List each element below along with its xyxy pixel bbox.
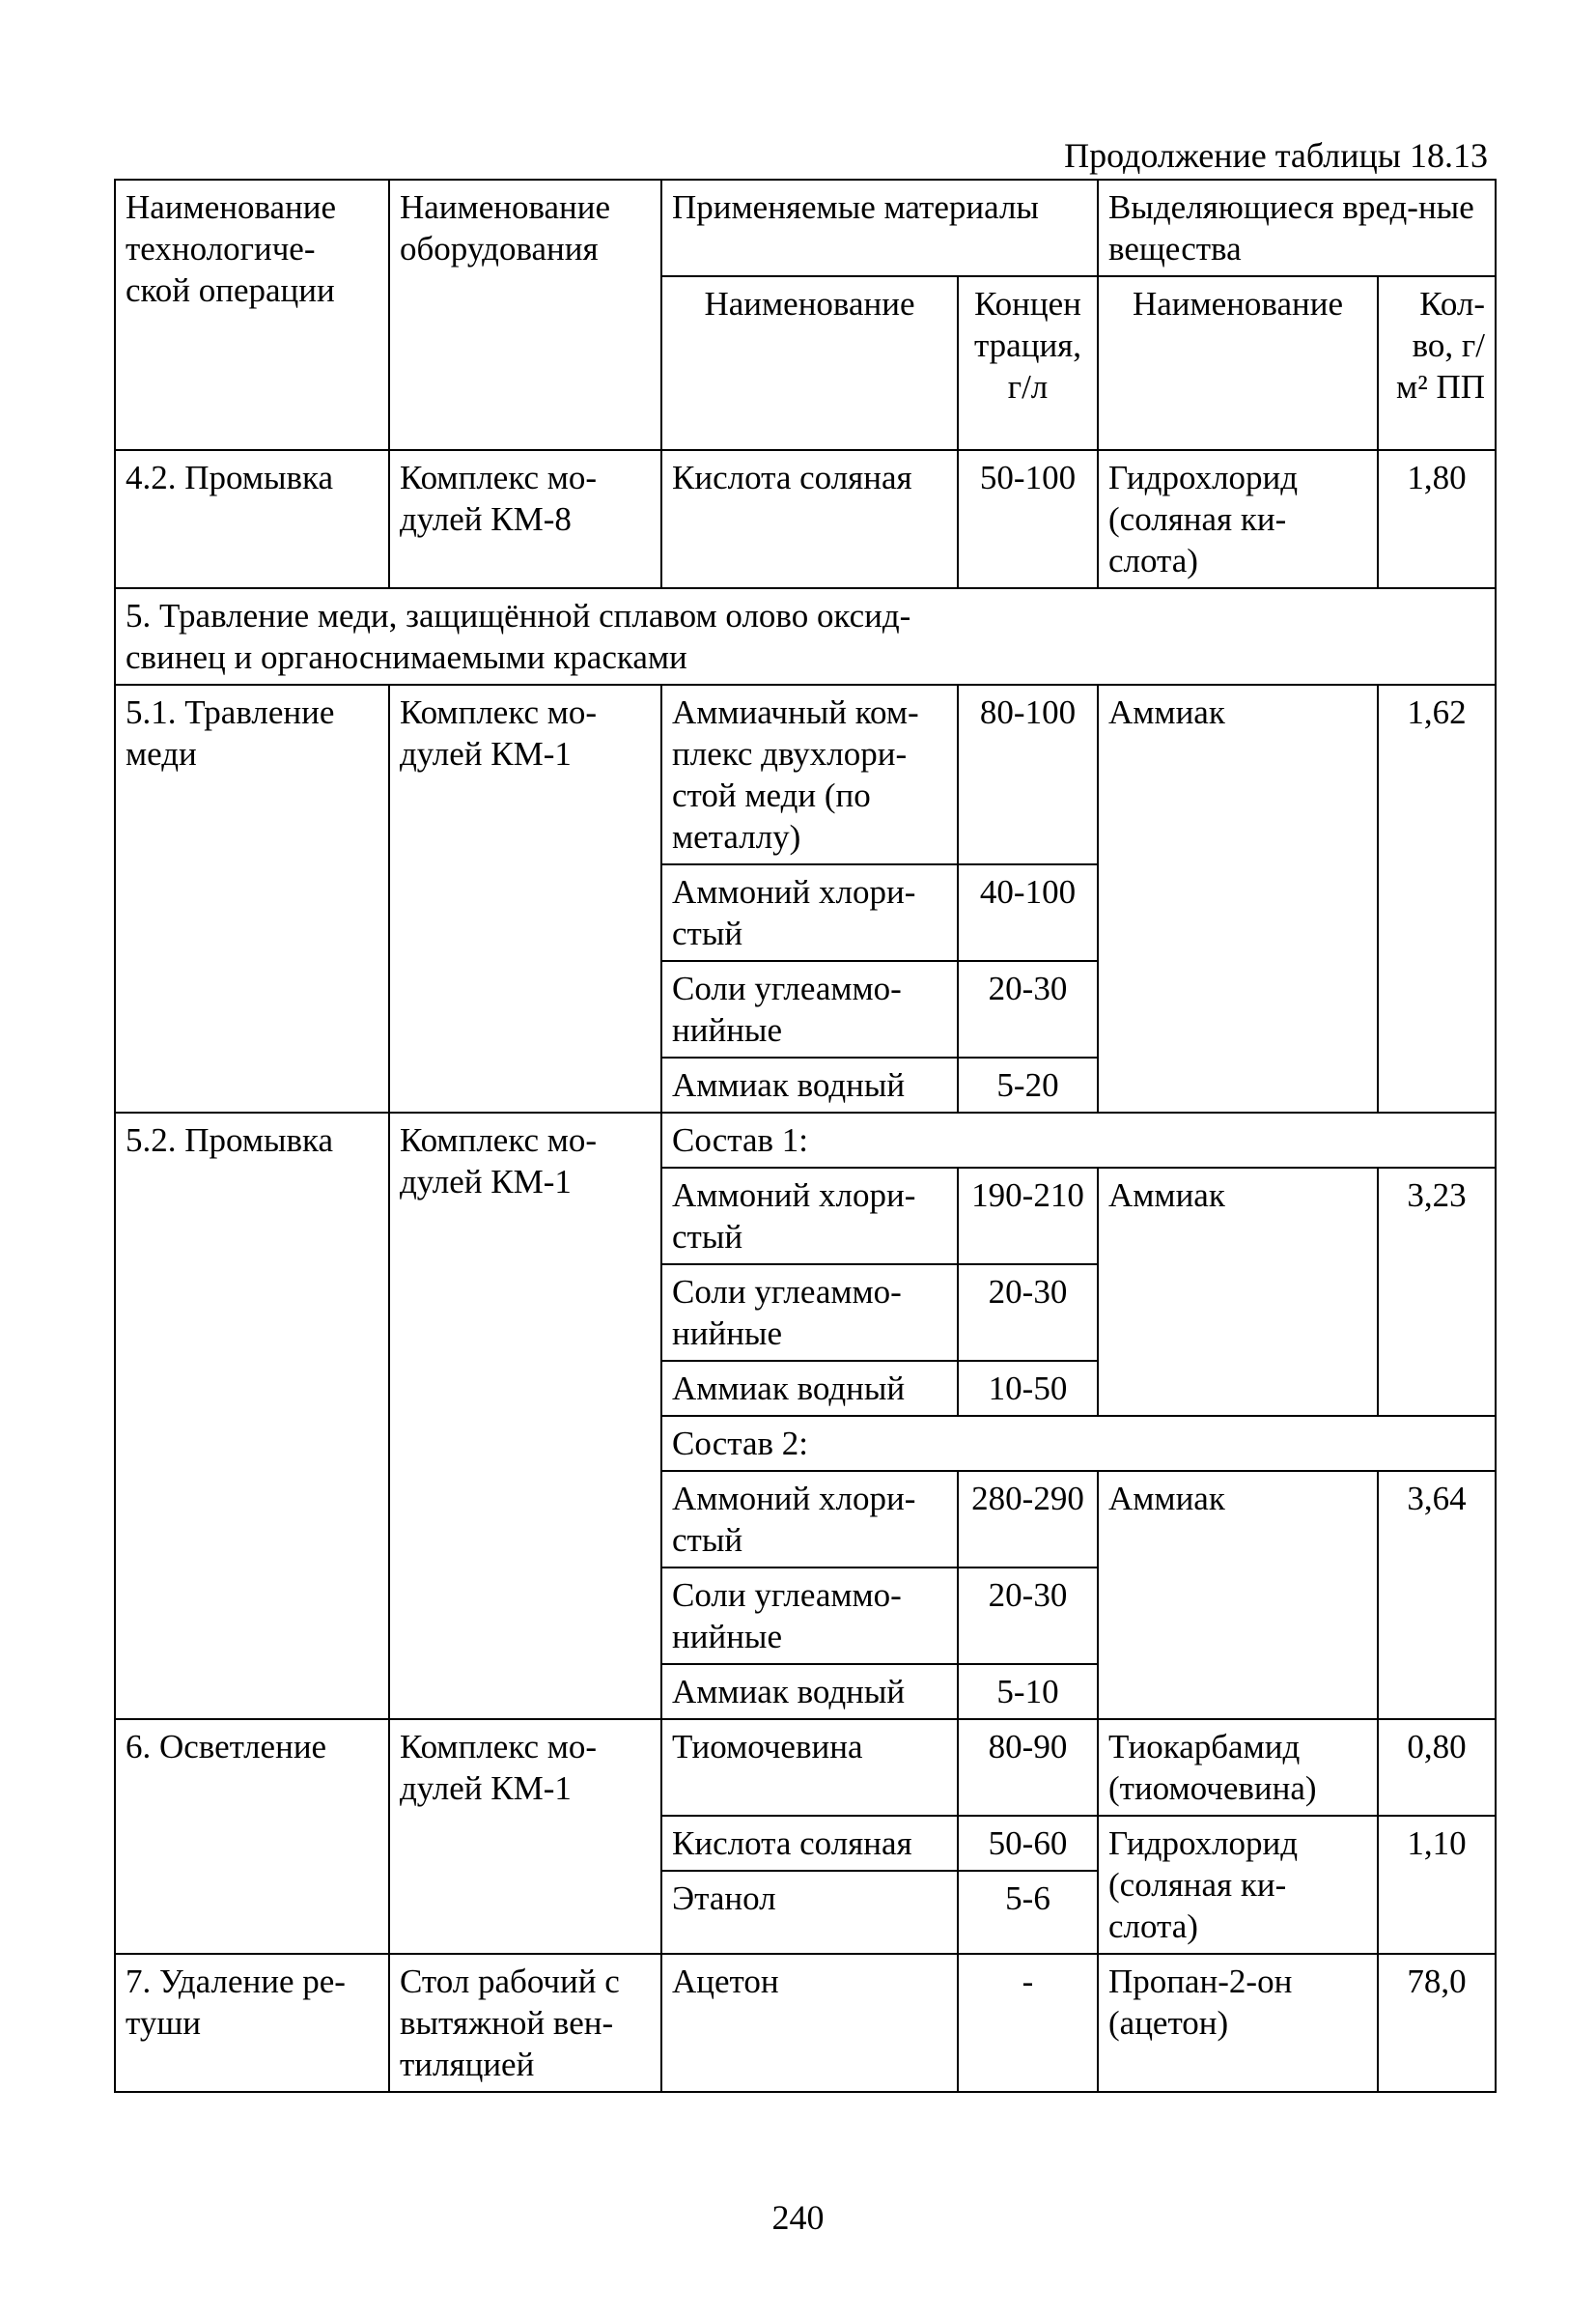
table-caption: Продолжение таблицы 18.13	[1064, 136, 1488, 175]
page-number: 240	[771, 2198, 825, 2237]
header-material-name: Наименование	[661, 276, 958, 450]
concentration-cell: -	[958, 1954, 1098, 2092]
material-cell: Аммоний хлори-стый	[661, 1168, 958, 1264]
concentration-cell: 80-100	[958, 685, 1098, 864]
quantity-cell: 3,23	[1378, 1168, 1496, 1416]
material-cell: Соли углеаммо-нийные	[661, 961, 958, 1058]
table-row	[115, 450, 1496, 588]
quantity-cell: 0,80	[1378, 1719, 1496, 1816]
header-substance-name: Наименование	[1098, 276, 1378, 450]
operation-cell: 5.1. Травление меди	[115, 685, 389, 1113]
header-equipment: Наименование оборудования	[389, 180, 661, 450]
header-materials: Применяемые материалы	[661, 180, 1098, 276]
material-cell: Аммиак водный	[661, 1361, 958, 1416]
operation-cell: 6. Осветление	[115, 1719, 389, 1954]
concentration-cell: 20-30	[958, 1264, 1098, 1361]
operation-cell: 4.2. Промывка	[115, 450, 389, 588]
material-cell: Ацетон	[661, 1954, 958, 2092]
operation-cell: 7. Удаление ре-туши	[115, 1954, 389, 2092]
table-row	[115, 1954, 1496, 2092]
concentration-cell: 50-60	[958, 1816, 1098, 1871]
concentration-cell: 5-6	[958, 1871, 1098, 1954]
equipment-cell: Комплекс мо-дулей КМ-1	[389, 685, 661, 1113]
substance-cell: Пропан-2-он (ацетон)	[1098, 1954, 1378, 2092]
quantity-cell: 1,80	[1378, 450, 1496, 588]
material-cell: Соли углеаммо-нийные	[661, 1568, 958, 1664]
quantity-cell: 78,0	[1378, 1954, 1496, 2092]
concentration-cell: 40-100	[958, 864, 1098, 961]
operation-cell: 5.2. Промывка	[115, 1113, 389, 1719]
substance-cell: Тиокарбамид (тиомочевина)	[1098, 1719, 1378, 1816]
concentration-cell: 5-20	[958, 1058, 1098, 1113]
equipment-cell: Комплекс мо-дулей КМ-1	[389, 1113, 661, 1719]
header-operation: Наименование технологиче-ской операции	[115, 180, 389, 450]
material-cell: Аммоний хлори-стый	[661, 1471, 958, 1568]
material-cell: Аммоний хлори-стый	[661, 864, 958, 961]
material-cell: Этанол	[661, 1871, 958, 1954]
material-cell: Кислота соляная	[661, 450, 958, 588]
header-substances: Выделяющиеся вред-ные вещества	[1098, 180, 1496, 276]
table-row	[115, 685, 1496, 864]
material-cell: Аммиак водный	[661, 1664, 958, 1719]
header-quantity: Кол-во, г/м² ПП	[1378, 276, 1496, 450]
substance-cell: Аммиак	[1098, 1471, 1378, 1719]
table-row	[115, 1719, 1496, 1816]
concentration-cell: 80-90	[958, 1719, 1098, 1816]
quantity-cell: 3,64	[1378, 1471, 1496, 1719]
quantity-cell: 1,10	[1378, 1816, 1496, 1954]
substance-cell: Гидрохлорид (соляная ки-слота)	[1098, 1816, 1378, 1954]
table-row	[115, 1113, 1496, 1168]
substance-cell: Гидрохлорид (соляная ки-слота)	[1098, 450, 1378, 588]
concentration-cell: 50-100	[958, 450, 1098, 588]
substance-cell: Аммиак	[1098, 1168, 1378, 1416]
concentration-cell: 5-10	[958, 1664, 1098, 1719]
material-cell: Аммиак водный	[661, 1058, 958, 1113]
header-concentration: Концен трация, г/л	[958, 276, 1098, 450]
section-title	[115, 588, 1496, 685]
material-cell: Аммиачный ком-плекс двухлори-стой меди (по металлу)	[661, 685, 958, 864]
material-cell: Соли углеаммо-нийные	[661, 1264, 958, 1361]
quantity-cell: 1,62	[1378, 685, 1496, 1113]
concentration-cell: 10-50	[958, 1361, 1098, 1416]
concentration-cell: 280-290	[958, 1471, 1098, 1568]
composition-label: Состав 2:	[661, 1416, 1496, 1471]
equipment-cell: Комплекс мо-дулей КМ-8	[389, 450, 661, 588]
concentration-cell: 20-30	[958, 1568, 1098, 1664]
material-cell: Кислота соляная	[661, 1816, 958, 1871]
material-cell: Тиомочевина	[661, 1719, 958, 1816]
equipment-cell: Комплекс мо-дулей КМ-1	[389, 1719, 661, 1954]
substance-cell: Аммиак	[1098, 685, 1378, 1113]
composition-label: Состав 1:	[661, 1113, 1496, 1168]
equipment-cell: Стол рабочий с вытяжной вен-тиляцией	[389, 1954, 661, 2092]
concentration-cell: 20-30	[958, 961, 1098, 1058]
section-row	[115, 588, 1496, 685]
hazard-table	[114, 179, 1497, 2093]
concentration-cell: 190-210	[958, 1168, 1098, 1264]
section-title-text: 5. Травление меди, защищённой сплавом олово оксид-свинец и органоснимаемыми красками	[126, 597, 911, 676]
